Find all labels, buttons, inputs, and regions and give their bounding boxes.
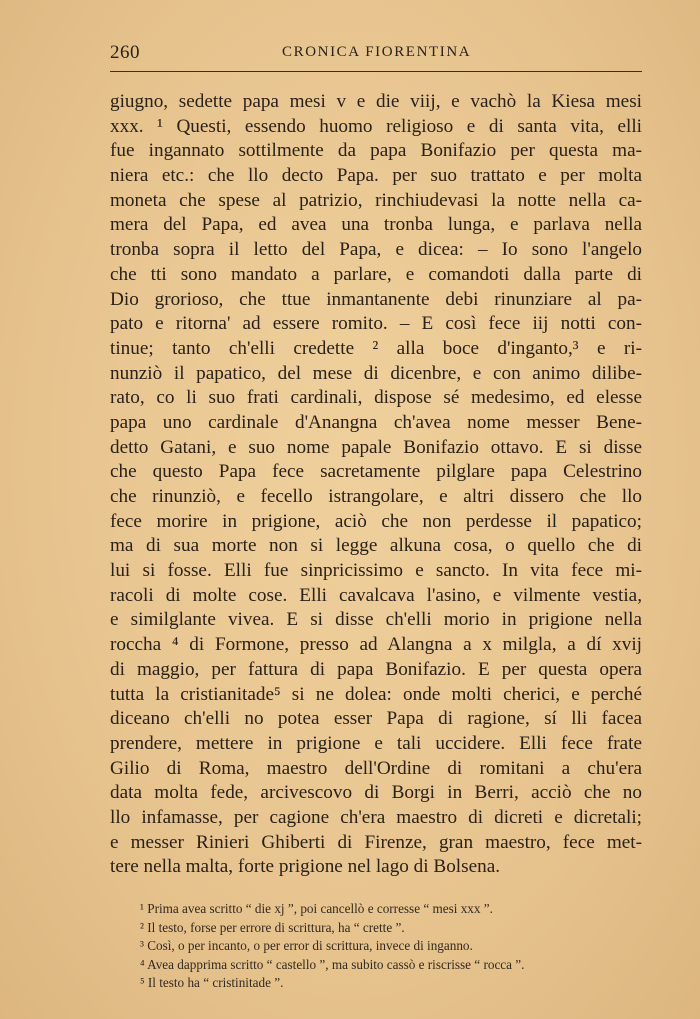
text-line: rato, co li suo frati cardinali, dispose sé medesimo, ed elesse [110,387,642,409]
text-line: prendere, mettere in prigione e tali uccidere. Elli fece frate [110,732,642,754]
text-line: che rinunziò, e fecello istrangolare, e altri dissero che llo [110,486,642,507]
text-line: tere nella malta, forte prigione nel lago di Bolsena. [110,856,501,878]
text-line: diceano ch'elli no potea esser Papa di ragione, sí lli facea [110,708,642,730]
header-rule [110,71,642,72]
text-line: tronba sopra il letto del Papa, e dicea: – Io sono l'angelo [110,239,642,261]
text-line: racoli di molte cose. Elli cavalcava l'asino, e vilmente vestia, [110,584,642,606]
footnote: ² Il testo, forse per errore di scrittura, ha “ crette ”. [140,919,405,935]
text-line: Gilio di Roma, maestro dell'Ordine di romitani a chu'era [110,757,642,779]
text-line: giugno, sedette papa mesi v e die viij, e vachò la Kiesa mesi [110,91,642,112]
page-header [110,42,642,72]
body-text [110,90,642,880]
text-line: roccha ⁴ di Formone, presso ad Alangna a x milgla, a dí xvij [110,634,642,656]
text-line: ma di sua morte non si legge alkuna cosa, o quello che di [110,535,642,557]
text-line: data molta fede, arcivescovo di Borgi in Berri, acciò che no [110,782,642,804]
text-line: papa uno cardinale d'Anangna ch'avea nome messer Bene- [110,411,642,433]
text-line: xxx. ¹ Questi, essendo huomo religioso e di santa vita, elli [110,115,642,137]
text-line: che questo Papa fece sacretamente pilglare papa Celestrino [110,461,642,483]
text-line: e similglante vivea. E si disse ch'elli morio in prigione nella [110,609,642,631]
text-line: fece morire in prigione, aciò che non perdesse il papatico; [110,510,642,532]
page-number: 260 [110,42,140,63]
footnote: ¹ Prima avea scritto “ die xj ”, poi cancellò e corresse “ mesi xxx ”. [140,901,493,916]
footnote: ³ Così, o per incanto, o per error di scrittura, invece di inganno. [140,938,473,953]
text-line: nunziò il papatico, del mese di dicenbre, e con animo dilibe- [110,362,642,384]
text-line: lui si fosse. Elli fue sinpricissimo e sancto. In vita fece mi- [110,560,642,582]
text-line: che tti sono mandato a parlare, e comandoti dalla parte di [110,263,642,285]
text-line: pato e ritorna' ad essere romito. – E così fece iij notti con- [110,313,642,335]
text-line: Dio grorioso, che ttue inmantanente debi rinunziare al pa- [110,288,642,310]
text-line: tutta la cristianitade⁵ si ne dolea: onde molti cherici, e perché [110,683,642,705]
text-line: e messer Rinieri Ghiberti di Firenze, gran maestro, fece met- [110,831,642,853]
footnote: ⁵ Il testo ha “ cristinitade ”. [140,975,284,990]
running-title: CRONICA FIORENTINA [282,44,472,60]
text-line: llo infamasse, per cagione ch'era maestro di dicreti e dicretali; [110,806,642,828]
text-line: di maggio, per fattura di papa Bonifazio. E per questa opera [110,658,642,680]
text-line: detto Gatani, e suo nome papale Bonifazio ottavo. E si disse [110,436,642,458]
text-line: tinue; tanto ch'elli credette ² alla boce d'inganto,³ e ri- [110,337,642,359]
text-line: moneta che spese al patrizio, rinchiudevasi la notte nella ca- [110,189,642,211]
text-line: niera etc.: che llo decto Papa. per suo trattato e per molta [110,165,642,187]
text-line: fue ingannato sottilmente da papa Bonifazio per questa ma- [110,140,642,162]
footnotes [140,900,642,993]
text-line: mera del Papa, ed avea una tronba lunga, e parlava nella [110,214,642,236]
footnote: ⁴ Avea dapprima scritto “ castello ”, ma subito cassò e riscrisse “ rocca ”. [140,956,525,972]
